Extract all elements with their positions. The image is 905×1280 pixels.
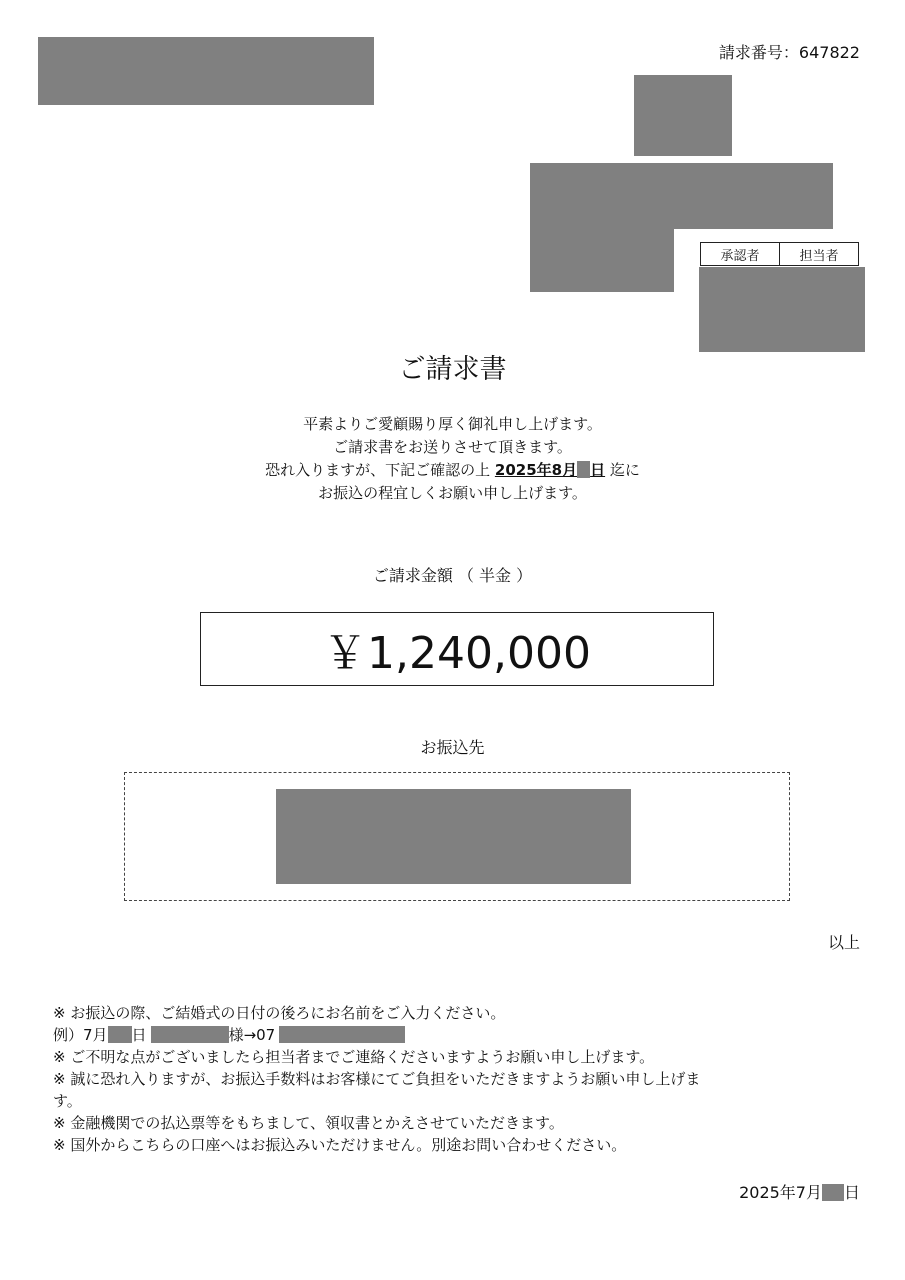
example-sama: 様→07 [228,1026,276,1044]
person-in-charge-label: 担当者 [780,243,859,266]
note-line-1: ※ お振込の際、ご結婚式の日付の後ろにお名前をご入力ください。 [53,1004,506,1022]
note-line-4: ※ 誠に恐れ入りますが、お振込手数料はお客様にてご負担をいただきますようお願い申し上げま [53,1070,701,1088]
greeting-message [0,413,905,505]
issue-date-suffix: 日 [843,1183,860,1202]
greeting-line-3-before: 恐れ入りますが、下記ご確認の上 [265,461,495,479]
amount-value: ￥1,240,000 [323,628,591,679]
note-example-line [53,1024,863,1046]
redacted-recipient [38,37,374,105]
greeting-line-1: 平素よりご愛顧賜り厚く御礼申し上げます。 [303,415,602,433]
bank-details-box [124,772,790,901]
issue-date-prefix: 2025年7月 [739,1183,822,1202]
note-line-3: ※ ご不明な点がございましたら担当者までご連絡くださいますようお願い申し上げます。 [53,1048,655,1066]
redacted-example-day [108,1026,132,1043]
note-line-5: ※ 金融機関での払込票等をもちまして、領収書とかえさせていただきます。 [53,1114,564,1132]
redacted-company-address [530,229,674,292]
due-date [495,461,605,479]
amount-label: ご請求金額 （ 半金 ） [372,566,533,585]
greeting-line-4: お振込の程宜しくお願い申し上げます。 [318,484,587,502]
note-line-4-continued: す。 [53,1092,82,1110]
closing-word: 以上 [827,933,860,952]
approver-label: 承認者 [701,243,780,266]
approval-stamp-table [700,242,859,266]
greeting-line-3-after: 迄に [605,461,640,479]
redacted-due-day [577,461,590,478]
document-title: ご請求書 [398,354,507,385]
due-day-suffix: 日 [590,461,606,479]
notes [53,1002,863,1156]
redacted-example-name [151,1026,229,1043]
note-line-6: ※ 国外からこちらの口座へはお振込みいただけません。別途お問い合わせください。 [53,1136,627,1154]
bank-label: お振込先 [420,738,485,757]
example-day: 日 [131,1026,147,1044]
amount-box [200,612,714,686]
issue-date [739,1180,860,1203]
redacted-approval-stamps [699,267,865,352]
due-year-month: 2025年8月 [494,461,578,479]
invoice-number: 請求番号：647822 [718,43,860,62]
example-prefix: 例）7月 [53,1026,108,1044]
redacted-company-seal [634,75,732,156]
redacted-example-code [279,1026,405,1043]
redacted-bank-details [276,789,631,884]
redacted-company-info [530,163,833,229]
redacted-issue-day [822,1184,844,1201]
greeting-line-2: ご請求書をお送りさせて頂きます。 [333,438,572,456]
greeting-line-3 [0,459,905,482]
